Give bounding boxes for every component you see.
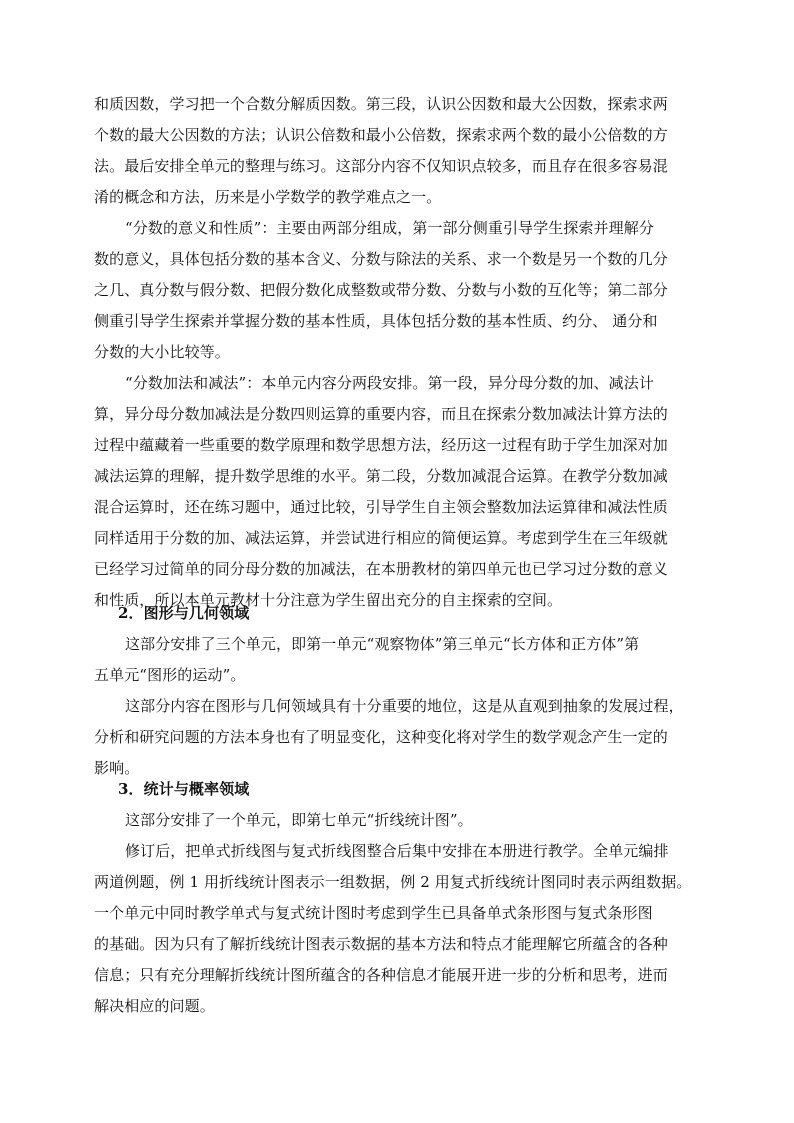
text-line: 分析和研究问题的方法本身也有了明显变化，这种变化将对学生的数学观念产生一定的	[94, 728, 668, 746]
text-line: 算，异分母分数加减法是分数四则运算的重要内容，而且在探索分数加减法计算方法的	[94, 405, 668, 423]
paragraph-start: 这部分安排了一个单元，即第七单元“折线统计图”。	[125, 811, 473, 829]
text-line: 同样适用于分数的加、减法运算，并尝试进行相应的简便运算。考虑到学生在三年级就	[94, 529, 668, 547]
paragraph-start: 这部分安排了三个单元，即第一单元“观察物体”第三单元“长方体和正方体”第	[125, 635, 640, 653]
text-line: 信息；只有充分理解折线统计图所蕴含的各种信息才能展开进一步的分析和思考，进而	[94, 966, 668, 984]
text-line: 影响。	[94, 759, 140, 777]
paragraph-start: “分数加法和减法”：本单元内容分两段安排。第一段，异分母分数的加、减法计	[125, 374, 654, 392]
text-line: 解决相应的问题。	[94, 997, 215, 1015]
paragraph-start: “分数的意义和性质”：主要由两部分组成，第一部分侧重引导学生探索并理解分	[125, 219, 654, 237]
text-line: 一个单元中同时教学单式与复式统计图时考虑到学生已具备单式条形图与复式条形图	[94, 904, 653, 922]
text-line: 减法运算的理解，提升数学思维的水平。第二段，分数加减混合运算。在教学分数加减	[94, 467, 668, 485]
text-line: 淆的概念和方法，历来是小学数学的教学难点之一。	[94, 188, 442, 206]
text-line: 混合运算时，还在练习题中，通过比较，引导学生自主领会整数加法运算律和减法性质	[94, 498, 668, 516]
paragraph-start: 修订后，把单式折线图与复式折线图整合后集中安排在本册进行教学。全单元编排	[125, 842, 669, 860]
text-line: 个数的最大公因数的方法；认识公倍数和最小公倍数，探索求两个数的最小公倍数的方	[94, 126, 668, 144]
text-line: 的基础。因为只有了解折线统计图表示数据的基本方法和特点才能理解它所蕴含的各种	[94, 935, 668, 953]
text-line: 和质因数，学习把一个合数分解质因数。第三段，认识公因数和最大公因数，探索求两	[94, 95, 668, 113]
text-line: 法。最后安排全单元的整理与练习。这部分内容不仅知识点较多，而且存在很多容易混	[94, 157, 668, 175]
text-line: 数的意义，具体包括分数的基本含义、分数与除法的关系、求一个数是另一个数的几分	[94, 250, 668, 268]
text-line: 两道例题，例 1 用折线统计图表示一组数据，例 2 用复式折线统计图同时表示两组数据。	[94, 873, 692, 891]
text-line: 分数的大小比较等。	[94, 343, 230, 361]
text-line: 之几、真分数与假分数、把假分数化成整数或带分数、分数与小数的互化等；第二部分	[94, 281, 668, 299]
text-line: 已经学习过简单的同分母分数的加减法，在本册教材的第四单元也已学习过分数的意义	[94, 560, 668, 578]
text-line: 五单元“图形的运动”。	[94, 666, 246, 684]
text-line: 和性质，所以本单元教材十分注意为学生留出充分的自主探索的空间。	[94, 591, 563, 609]
text-line: 过程中蕴藏着一些重要的数学原理和数学思想方法，经历这一过程有助于学生加深对加	[94, 436, 668, 454]
section-heading: 3．统计与概率领域	[118, 780, 250, 798]
paragraph-start: 这部分内容在图形与几何领域具有十分重要的地位，这是从直观到抽象的发展过程，	[125, 697, 684, 715]
section-heading: 2．图形与几何领域	[118, 604, 250, 622]
text-line: 侧重引导学生探索并掌握分数的基本性质，具体包括分数的基本性质、约分、 通分和	[94, 312, 658, 330]
